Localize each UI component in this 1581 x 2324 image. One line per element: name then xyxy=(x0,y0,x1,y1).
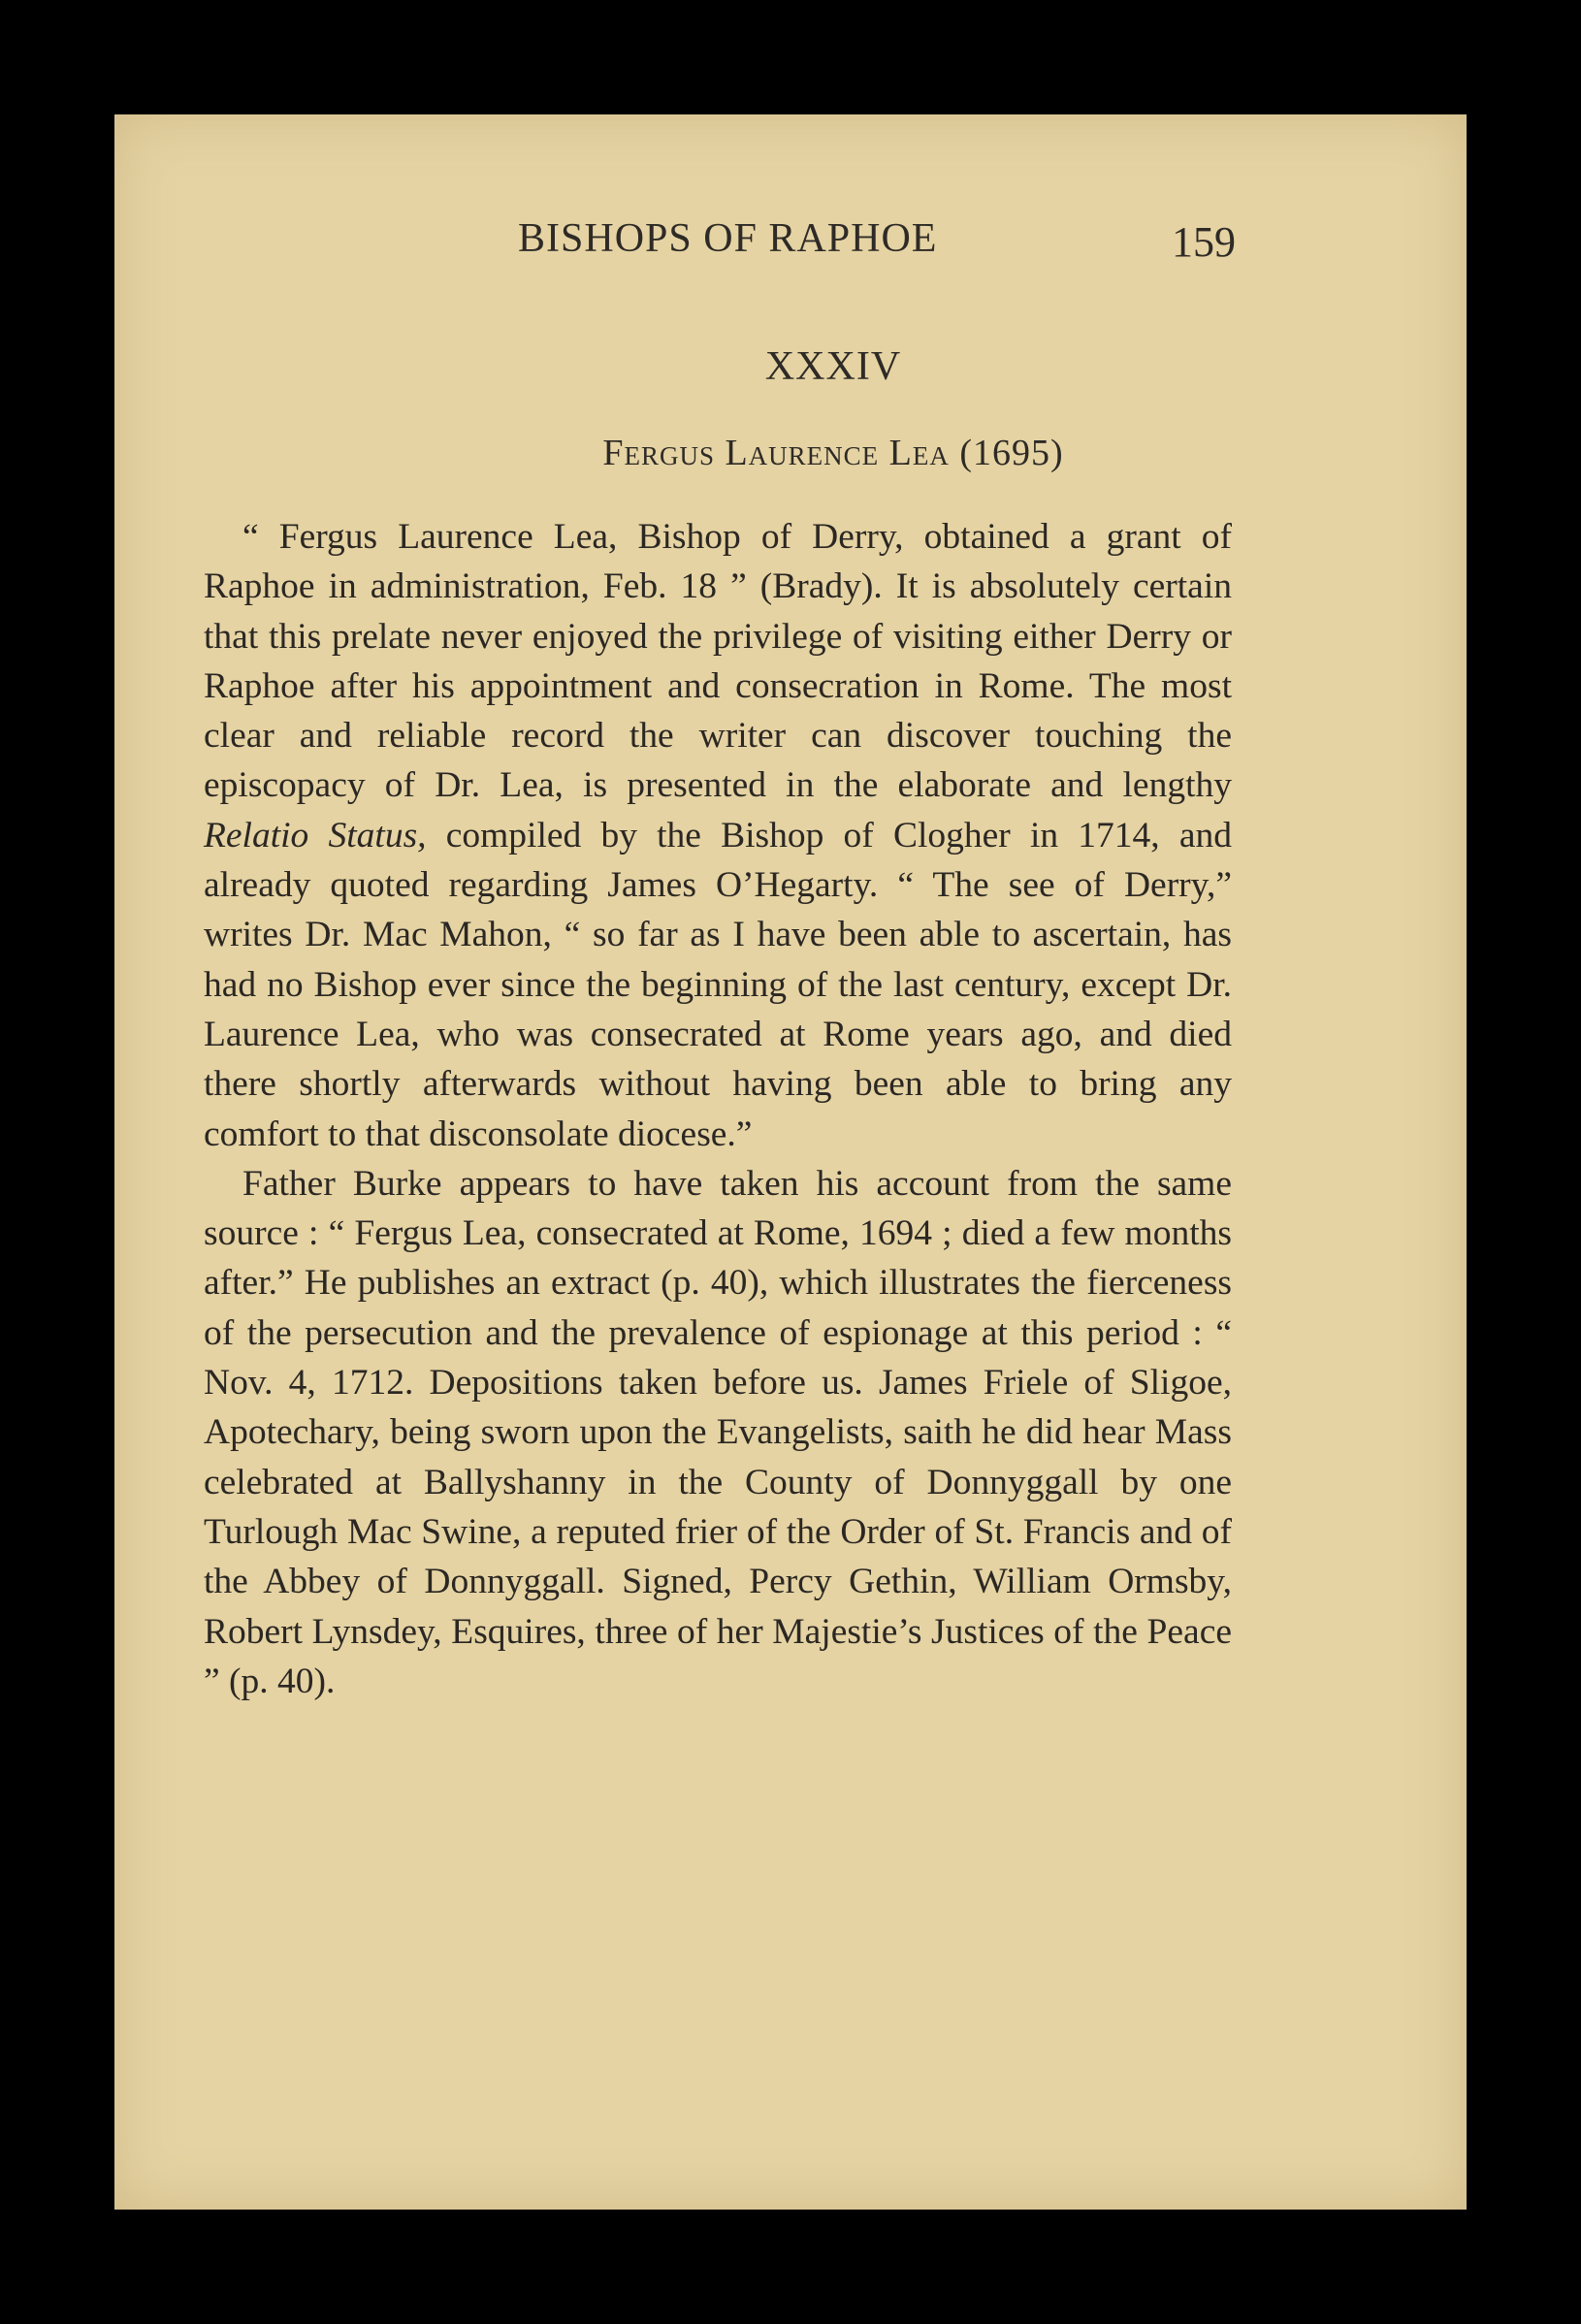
book-page xyxy=(114,114,1467,2210)
paragraph-segment: compiled by the Bishop of Clogher in 1714, and already quoted regarding James O’Hegarty. “ The see of Derry,” writes Dr. Mac Mahon, “ so far as I have been able to ascertain, has had no Bishop ever since the beginning of the last century, except Dr. Laurence Lea, who was consecrated at Rome years ago, and died there shortly afterwards without having been able to bring any comfort to that disconsolate diocese.” xyxy=(204,815,1232,1154)
paragraph-2 xyxy=(204,1159,1232,1706)
body-text xyxy=(204,512,1232,1706)
running-head xyxy=(114,215,1467,274)
paragraph-segment: “ Fergus Laurence Lea, Bishop of Derry, obtained a grant of Raphoe in administration, Feb. 18 ” (Brady). It is absolutely certain that this prelate never enjoyed the privilege of visiting either Derry or Raphoe after his appointment and consecration in Rome. The most clear and reliable record the writer can discover touching the episcopacy of Dr. Lea, is presented in the elaborate and lengthy xyxy=(204,517,1232,806)
chapter-title: Fergus Laurence Lea (1695) xyxy=(602,433,1064,473)
chapter-number: XXXIV xyxy=(764,344,902,389)
italic-title: Relatio Status, xyxy=(204,815,427,855)
page-number: 159 xyxy=(1172,218,1236,266)
paragraph-1 xyxy=(204,512,1232,1159)
running-title: BISHOPS OF RAPHOE xyxy=(518,216,938,261)
paragraph-segment: Father Burke appears to have taken his account from the same source : “ Fergus Lea, consecrated at Rome, 1694 ; died a few months after.” He publishes an extract (p. 40), which illustrates the fierceness of the persecution and the prevalence of espionage at this period : “ Nov. 4, 1712. Depositions taken before us. James Friele of Sligoe, Apotechary, being sworn upon the Evangelists, saith he did hear Mass celebrated at Ballyshanny in the County of Donnyggall by one Turlough Mac Swine, a reputed frier of the Order of St. Francis and of the Abbey of Donnyggall. Signed, Percy Gethin, William Ormsby, Robert Lynsdey, Esquires, three of her Majestie’s Justices of the Peace ” (p. 40). xyxy=(204,1163,1232,1701)
